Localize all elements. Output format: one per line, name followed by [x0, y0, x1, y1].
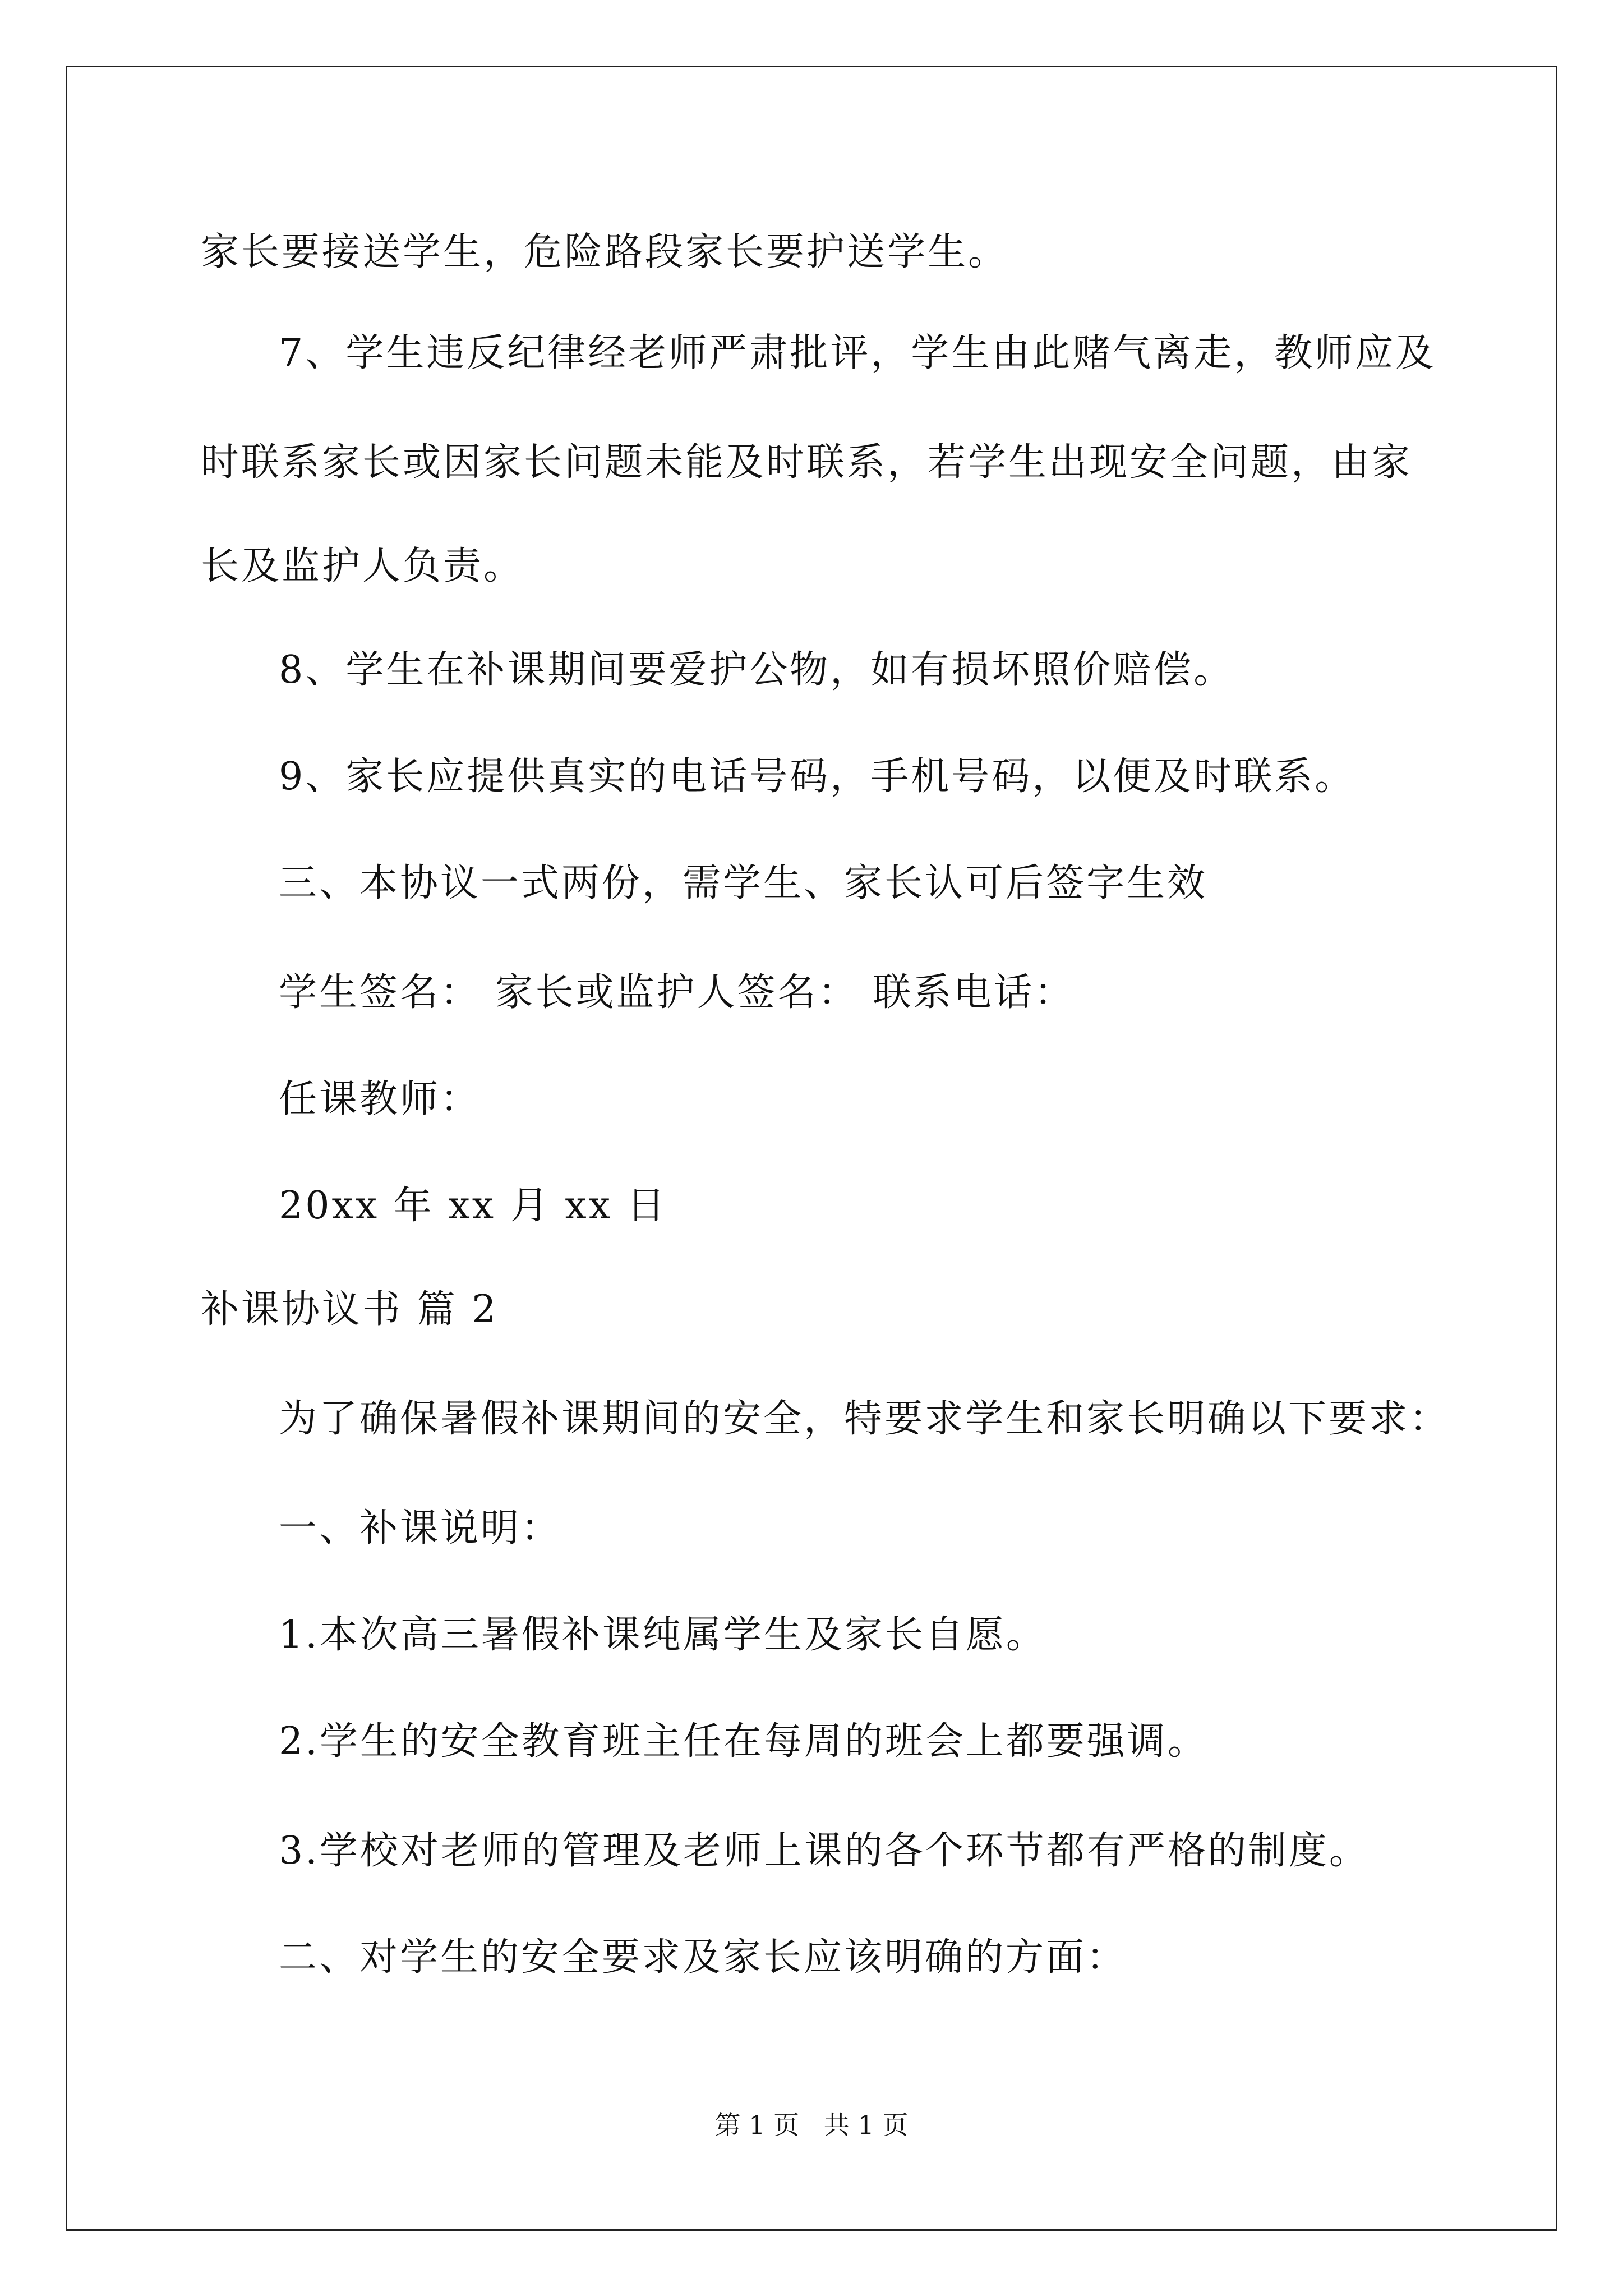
date-line: 20xx 年 xx 月 xx 日	[279, 1184, 667, 1228]
body-line-17: 二、对学生的安全要求及家长应该明确的方面：	[279, 1935, 1127, 1980]
body-line-6: 9、家长应提供真实的电话号码，手机号码，以便及时联系。	[279, 754, 1355, 799]
body-line-14: 1.本次高三暑假补课纯属学生及家长自愿。	[279, 1613, 1046, 1657]
body-line-5: 8、学生在补课期间要爱护公物，如有损坏照价赔偿。	[279, 648, 1234, 692]
body-line-2: 7、学生违反纪律经老师严肃批评，学生由此赌气离走，教师应及	[279, 331, 1436, 375]
body-line-4: 长及监护人负责。	[201, 544, 524, 588]
body-line-16: 3.学校对老师的管理及老师上课的各个环节都有严格的制度。	[279, 1829, 1370, 1873]
teacher-line: 任课教师：	[279, 1077, 481, 1121]
page-number-footer: 第 1 页 共 1 页	[714, 2110, 909, 2140]
section-heading: 补课协议书 篇 2	[201, 1287, 499, 1332]
body-line-7: 三、本协议一式两份，需学生、家长认可后签字生效	[279, 861, 1208, 905]
body-line-12: 为了确保暑假补课期间的安全，特要求学生和家长明确以下要求：	[279, 1397, 1450, 1441]
body-line-1: 家长要接送学生，危险路段家长要护送学生。	[201, 230, 1009, 274]
body-line-3: 时联系家长或因家长问题未能及时联系，若学生出现安全问题，由家	[201, 440, 1413, 485]
page-border	[66, 66, 1557, 2231]
body-line-15: 2.学生的安全教育班主任在每周的班会上都要强调。	[279, 1719, 1208, 1764]
body-line-13: 一、补课说明：	[279, 1506, 562, 1550]
signature-line: 学生签名： 家长或监护人签名： 联系电话：	[279, 970, 1075, 1015]
